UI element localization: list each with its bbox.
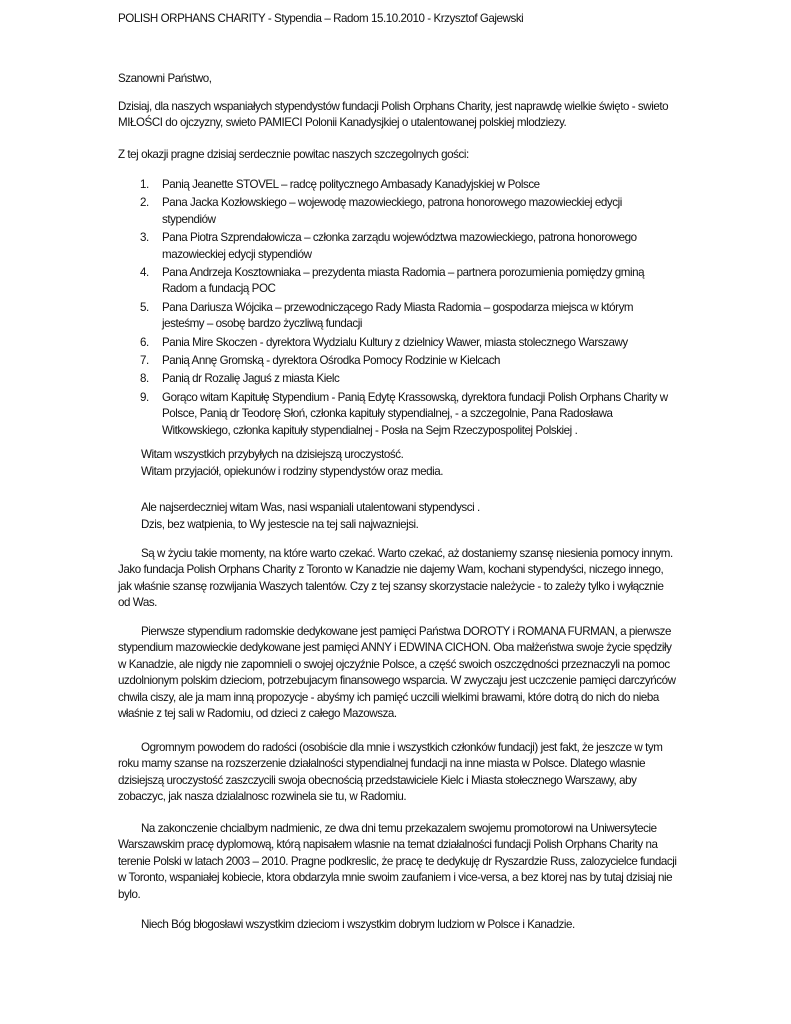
- welcome-block-2: [141, 499, 681, 533]
- intro-paragraph: Dzisiaj, dla naszych wspaniałych stypendystów fundacji Polish Orphans Charity, jest naprawdę wielkie święto - swieto MIŁOŚCI do ojczyzny, swieto PAMIECI Polonii Kanadysjkiej o utalentowanej polskiej mlodziezy.: [118, 100, 669, 130]
- guest-item: [118, 195, 678, 228]
- guest-item: [118, 300, 678, 333]
- guest-number: 6.: [140, 335, 149, 349]
- guest-number: 3.: [140, 231, 149, 245]
- paragraph-thesis: Na zakonczenie chcialbym nadmienic, ze dwa dni temu przekazalem swojemu promotorowi na Uniwersytecie Warszawskim pracę dyplomową, którą napisałem wlasnie na temat działalności fundacji Polish Orphans Charity na terenie Polski w latach 2003 – 2010. Pragne podkreslic, że pracę te dedykuję dr Ryszardzie Russ, zalozycielce fundacji w Toronto, wspaniałej kobiecie, ktora obdarzyla mnie swoim zaufaniem i vice-versa, a bez ktorej nas by tutaj dzisiaj nie bylo.: [118, 822, 677, 901]
- paragraph-opportunity: Są w życiu takie momenty, na które warto czekać. Warto czekać, aż dostaniemy szansę niesienia pomocy innym. Jako fundacja Polish Orphans Charity z Toronto w Kanadzie nie dajemy Wam, kochani stypendyści, niczego innego, jak właśnie szansę rozwijania Waszych talentów. Czy z tej szansy skorzystacie należycie - to zależy tylko i wyłącznie od Was.: [118, 547, 673, 610]
- guest-text: Panią Annę Gromską - dyrektora Ośrodka Pomocy Rodzinie w Kielcach: [162, 354, 501, 368]
- welcome-line: Witam wszystkich przybyłych na dzisiejszą uroczystość.: [141, 448, 404, 461]
- guest-number: 1.: [140, 178, 149, 191]
- guest-item: [118, 177, 678, 193]
- guest-text: Panią Jeanette STOVEL – radcę politycznego Ambasady Kanadyjskiej w Polsce: [162, 178, 540, 191]
- guest-number: 5.: [140, 300, 149, 314]
- welcome-block-1: [141, 446, 681, 480]
- guest-text: Panią dr Rozalię Jaguś z miasta Kielc: [162, 372, 340, 386]
- welcome-line: Dzis, bez watpienia, to Wy jestescie na tej sali najwazniejsi.: [141, 518, 419, 531]
- guest-number: 9.: [140, 390, 149, 404]
- guest-item: [118, 353, 678, 369]
- guest-list: [118, 177, 678, 441]
- guests-intro: Z tej okazji pragne dzisiaj serdecznie powitac naszych szczegolnych gości:: [118, 148, 469, 161]
- guest-number: 8.: [140, 372, 149, 386]
- document-header: POLISH ORPHANS CHARITY - Stypendia – Radom 15.10.2010 - Krzysztof Gajewski: [118, 12, 524, 25]
- guest-text: Pana Andrzeja Kosztowniaka – prezydenta miasta Radomia – partnera porozumienia pomiędzy gminą Radom a fundacją POC: [162, 266, 645, 296]
- welcome-line: Witam przyjaciół, opiekunów i rodziny stypendystów oraz media.: [141, 465, 444, 478]
- guest-item: [118, 230, 678, 263]
- guest-number: 2.: [140, 196, 149, 210]
- guest-number: 4.: [140, 266, 149, 280]
- guest-item: [118, 371, 678, 387]
- guest-text: Pana Piotra Szprendałowicza – członka zarządu województwa mazowieckiego, patrona honorowego mazowieckiej edycji stypendiów: [162, 231, 637, 261]
- welcome-line: Ale najserdeczniej witam Was, nasi wspaniali utalentowani stypendysci .: [141, 501, 480, 514]
- salutation: Szanowni Państwo,: [118, 72, 212, 85]
- paragraph-dedication: Pierwsze stypendium radomskie dedykowane jest pamięci Państwa DOROTY i ROMANA FURMAN, a pierwsze stypendium mazowieckie dedykowane jest pamięci ANNY i EDWINA CICHON. Oba małżeństwa swoje życie spędziły w Kanadzie, ale nigdy nie zapomnieli o swojej ojczyźnie Polsce, a część swoich oszczędności przeznaczyli na pomoc uzdolnionym polskim dzieciom, potrzebujacym finansowego wsparcia. W zwyczaju jest uczczenie pamięci darczyńców chwila ciszy, ale ja mam inną propozycje - abyśmy ich pamięć uczcili wielkimi brawami, które dotrą do nich do nieba właśnie z tej sali w Radomiu, od dzieci z całego Mazowsza.: [118, 625, 676, 721]
- guest-text: Pana Dariusza Wójcika – przewodniczącego Rady Miasta Radomia – gospodarza miejsca w którym jesteśmy – osobę bardzo życzliwą fundacji: [162, 300, 634, 331]
- guest-item: [118, 390, 678, 439]
- guest-text: Pana Jacka Kozłowskiego – wojewodę mazowieckiego, patrona honorowego mazowieckiej edycji stypendiów: [162, 196, 622, 226]
- guest-item: [118, 335, 678, 351]
- closing-line: Niech Bóg błogosławi wszystkim dzieciom i wszystkim dobrym ludziom w Polsce i Kanadzie.: [141, 918, 575, 931]
- guest-text: Gorąco witam Kapitułę Stypendium - Panią Edytę Krassowską, dyrektora fundacji Polish Orphans Charity w Polsce, Panią dr Teodorę Słoń, członka kapituły stypendialnej, - a szczegolnie, Pana Radosława Witkowskiego, członka kapituły stypendialnej - Posła na Sejm Rzeczypospolitej Polskiej .: [162, 390, 668, 437]
- guest-item: [118, 265, 678, 298]
- guest-text: Pania Mire Skoczen - dyrektora Wydzialu Kultury z dzielnicy Wawer, miasta stolecznego Warszawy: [162, 335, 628, 349]
- guest-number: 7.: [140, 354, 149, 368]
- paragraph-expansion: Ogromnym powodem do radości (osobiście dla mnie i wszystkich członków fundacji) jest fakt, że jeszcze w tym roku mamy szanse na rozszerzenie działalności stypendialnej fundacji na inne miasta w Polsce. Dlatego wlasnie dzisiejszą uroczystość zaszczycili swoja obecnością przedstawiciele Kielc i Miasta stołecznego Warszawy, aby zobaczyc, jak nasza dzialalnosc rozwinela sie tu, w Radomiu.: [118, 741, 663, 804]
